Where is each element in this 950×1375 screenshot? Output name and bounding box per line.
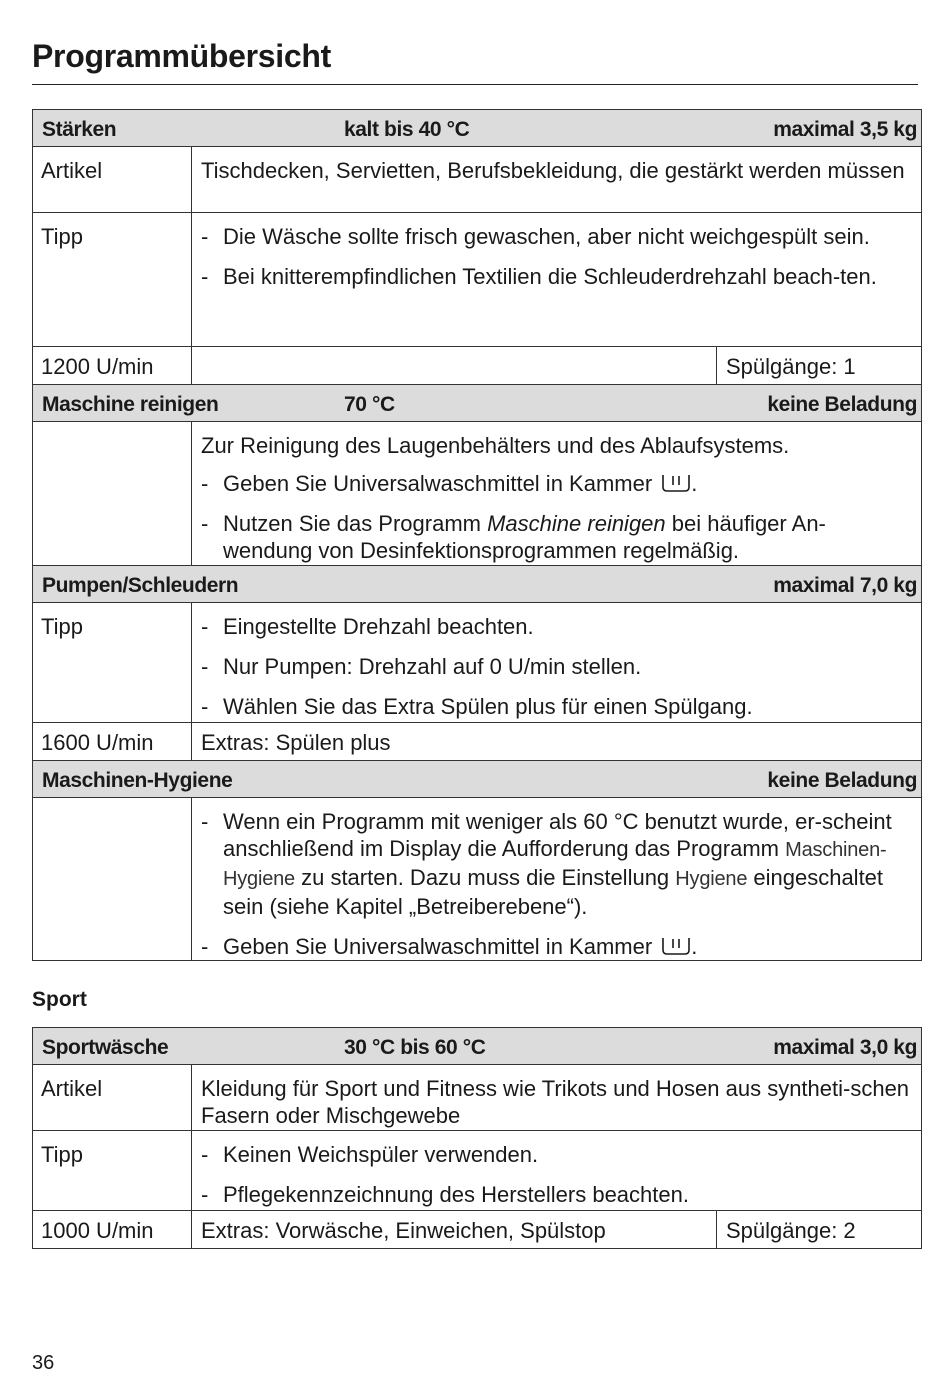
table-row: [33, 603, 922, 723]
list-item-text: Wenn ein Programm mit weniger als 60 °C benutzt wurde, er-scheint anschließend im Display die Aufforderung das Programm: [223, 809, 892, 861]
intro-text: Zur Reinigung des Laugenbehälters und des Ablaufsystems.: [201, 433, 790, 458]
row-content: [192, 798, 922, 961]
table-row: [33, 213, 922, 347]
program-name: Sportwäsche: [42, 1036, 169, 1059]
empty-cell: [33, 798, 192, 961]
spin-speed: 1000 U/min: [33, 1211, 192, 1249]
list-item-text: bei häufiger An-wendung von Desinfektionsprogrammen regelmäßig.: [223, 511, 826, 563]
table-row: [33, 798, 922, 961]
detergent-chamber-icon: [661, 473, 691, 493]
table-row: [33, 1211, 922, 1249]
table-row: [33, 1131, 922, 1211]
rinse-count: Spülgänge: 2: [717, 1211, 922, 1249]
program-name: Maschine reinigen: [42, 393, 219, 416]
program-temperature: 70 °C: [344, 393, 395, 416]
list-item: - Nur Pumpen: Drehzahl auf 0 U/min stellen.: [201, 653, 913, 680]
punctuation: .: [691, 471, 698, 496]
spin-speed: 1200 U/min: [33, 347, 192, 385]
row-content: [192, 213, 922, 347]
program-name-italic: Maschine reinigen: [487, 511, 666, 536]
list-item: - Keinen Weichspüler verwenden.: [201, 1141, 913, 1168]
list-item: - Die Wäsche sollte frisch gewaschen, aber nicht weichgespült sein.: [201, 223, 913, 250]
empty-cell: [192, 347, 717, 385]
row-label: Tipp: [33, 213, 192, 347]
row-content: [192, 422, 922, 566]
program-temperature: 30 °C bis 60 °C: [344, 1036, 486, 1059]
program-table-sport: [32, 1027, 922, 1249]
empty-cell: [33, 422, 192, 566]
list-item: - Bei knitterempfindlichen Textilien die Schleuderdrehzahl beach-ten.: [201, 263, 913, 290]
row-label: Artikel: [33, 1065, 192, 1131]
row-content: Tischdecken, Servietten, Berufsbekleidung, die gestärkt werden müssen: [192, 147, 922, 213]
list-item: - Eingestellte Drehzahl beachten.: [201, 613, 913, 640]
rinse-count: Spülgänge: 1: [717, 347, 922, 385]
program-name: Stärken: [42, 118, 117, 141]
extras-text: Extras: Vorwäsche, Einweichen, Spülstop: [192, 1211, 717, 1249]
list-item-text: Geben Sie Universalwaschmittel in Kammer: [223, 471, 653, 496]
program-max-load: maximal 7,0 kg: [773, 574, 918, 597]
row-content: Kleidung für Sport und Fitness wie Trikots und Hosen aus syntheti-schen Fasern oder Mischgewebe: [192, 1065, 922, 1131]
table-row: [33, 422, 922, 566]
program-header-pumpen: [33, 566, 922, 603]
program-temperature: kalt bis 40 °C: [344, 118, 470, 141]
program-header-starken: [33, 110, 922, 147]
table-row: [33, 147, 922, 213]
program-max-load: keine Beladung: [767, 769, 918, 792]
row-label: Tipp: [33, 1131, 192, 1211]
row-content: [192, 1131, 922, 1211]
program-max-load: maximal 3,0 kg: [773, 1036, 918, 1059]
detergent-chamber-icon: [661, 936, 691, 956]
program-header-hygiene: [33, 761, 922, 798]
list-item: - Pflegekennzeichnung des Herstellers beachten.: [201, 1181, 913, 1208]
row-content: [192, 603, 922, 723]
list-item-text: zu starten. Dazu muss die Einstellung: [294, 865, 676, 890]
program-name: Pumpen/Schleudern: [42, 574, 239, 597]
table-row: [33, 1065, 922, 1131]
list-item: [201, 470, 913, 497]
title-divider: [32, 84, 918, 85]
program-header-sport: [33, 1028, 922, 1065]
list-item-text: Nutzen Sie das Programm: [223, 511, 488, 536]
row-label: Artikel: [33, 147, 192, 213]
extras-text: Extras: Spülen plus: [192, 723, 922, 761]
list-item: [201, 933, 913, 960]
list-item-text: eingeschaltet sein (siehe Kapitel „Betreiberebene“).: [223, 865, 884, 919]
page-title: Programmübersicht: [32, 38, 331, 74]
list-item: [201, 808, 913, 920]
row-label: Tipp: [33, 603, 192, 723]
table-row: [33, 723, 922, 761]
list-item: [201, 510, 913, 564]
section-heading-sport: Sport: [32, 988, 87, 1011]
display-text: Maschinen-Hygiene: [223, 839, 887, 890]
program-table-main: [32, 109, 922, 961]
program-name: Maschinen-Hygiene: [42, 769, 233, 792]
spin-speed: 1600 U/min: [33, 723, 192, 761]
table-row: [33, 347, 922, 385]
list-item: - Wählen Sie das Extra Spülen plus für einen Spülgang.: [201, 693, 913, 720]
punctuation: .: [691, 934, 698, 959]
page-number: 36: [32, 1352, 55, 1374]
list-item-text: Geben Sie Universalwaschmittel in Kammer: [223, 934, 653, 959]
display-text: Hygiene: [675, 868, 748, 890]
program-max-load: maximal 3,5 kg: [773, 118, 918, 141]
program-header-reinigen: [33, 385, 922, 422]
program-max-load: keine Beladung: [767, 393, 918, 416]
